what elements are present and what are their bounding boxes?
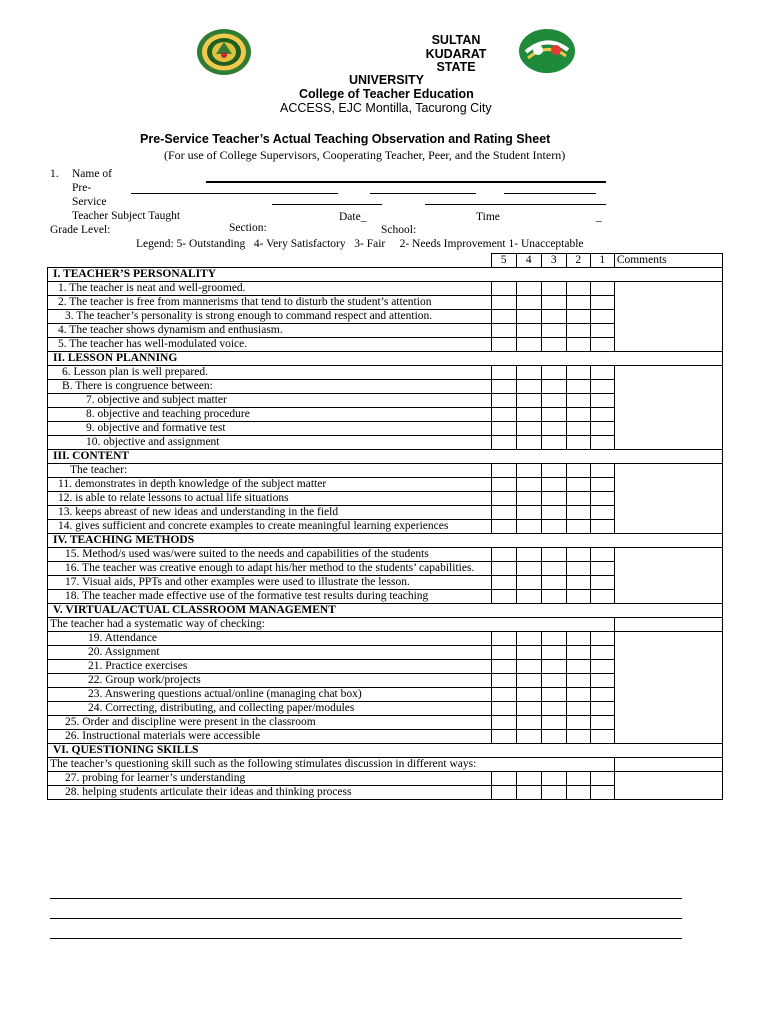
comment-cell[interactable] [614,688,722,702]
name-field-line[interactable] [206,181,606,183]
rating-box-1[interactable] [590,422,614,436]
comment-cell[interactable] [614,632,722,646]
ssku-seal-logo [196,28,252,76]
criteria-text: 13. keeps abreast of new ideas and understanding in the field [48,506,492,520]
rating-box-5[interactable] [491,492,516,506]
criteria-row [48,730,723,744]
criteria-text: 3. The teacher’s personality is strong enough to command respect and attention. [48,310,492,324]
rating-box-5[interactable] [491,366,516,380]
criteria-text: 11. demonstrates in depth knowledge of the subject matter [48,478,492,492]
rating-box-5[interactable] [491,786,516,800]
time-label: Time [476,211,500,223]
rating-box-2[interactable] [566,506,590,520]
rating-box-4[interactable] [516,324,541,338]
criteria-text: 19. Attendance [48,632,492,646]
rating-table [47,253,723,800]
criteria-text: 2. The teacher is free from mannerisms that tend to disturb the student’s attention [48,296,492,310]
comment-cell[interactable] [614,646,722,660]
rating-box-4[interactable] [516,576,541,590]
criteria-row [48,688,723,702]
rating-box-4[interactable] [516,646,541,660]
criteria-row [48,674,723,688]
section-title: I. TEACHER’S PERSONALITY [48,268,723,282]
rating-box-4[interactable] [516,338,541,352]
scale-header-4: 4 [516,254,541,268]
university-name-line1: SULTAN [431,33,481,47]
rating-box-5[interactable] [491,730,516,744]
rating-box-3[interactable] [541,646,566,660]
college-address: ACCESS, EJC Montilla, Tacurong City [280,101,492,115]
criteria-text: 27. probing for learner’s understanding [48,772,492,786]
comment-cell[interactable] [614,618,722,632]
rating-box-2[interactable] [566,520,590,534]
criteria-text: 5. The teacher has well-modulated voice. [48,338,492,352]
rating-box-2[interactable] [566,478,590,492]
section-row [48,268,723,282]
criteria-text: 26. Instructional materials were accessible [48,730,492,744]
rating-box-2[interactable] [566,436,590,450]
rating-box-1[interactable] [590,366,614,380]
rating-box-1[interactable] [590,478,614,492]
rating-box-3[interactable] [541,548,566,562]
rating-box-4[interactable] [516,478,541,492]
rating-box-4[interactable] [516,730,541,744]
rating-legend: Legend: 5- Outstanding 4- Very Satisfactory 3- Fair 2- Needs Improvement 1- Unacceptable [136,238,584,250]
rating-box-4[interactable] [516,688,541,702]
section-intro: The teacher’s questioning skill such as the following stimulates discussion in different ways: [48,758,615,772]
rating-box-2[interactable] [566,324,590,338]
rating-box-5[interactable] [491,660,516,674]
rating-box-3[interactable] [541,324,566,338]
university-name-line2: KUDARAT [425,47,487,61]
rating-box-5[interactable] [491,338,516,352]
comment-cell[interactable] [614,702,722,716]
criteria-row [48,282,723,296]
rating-box-2[interactable] [566,674,590,688]
rating-box-4[interactable] [516,548,541,562]
college-emblem-logo [518,28,576,74]
rating-box-5[interactable] [491,408,516,422]
name-field-line-a[interactable] [131,193,338,194]
comment-cell[interactable] [614,730,722,744]
rating-box-5[interactable] [491,772,516,786]
rating-box-3[interactable] [541,282,566,296]
rating-box-2[interactable] [566,422,590,436]
rating-box-1[interactable] [590,590,614,604]
rating-box-5[interactable] [491,296,516,310]
section-intro-row [48,758,723,772]
rating-box-4[interactable] [516,772,541,786]
rating-box-5[interactable] [491,688,516,702]
rating-box-1[interactable] [590,296,614,310]
rating-box-4[interactable] [516,310,541,324]
rating-box-4[interactable] [516,520,541,534]
rating-box-1[interactable] [590,338,614,352]
criteria-text: 9. objective and formative test [48,422,492,436]
rating-box-3[interactable] [541,380,566,394]
rating-box-1[interactable] [590,786,614,800]
rating-box-1[interactable] [590,674,614,688]
criteria-text: 16. The teacher was creative enough to adapt his/her method to the students’ capabilities. [48,562,492,576]
criteria-text: 23. Answering questions actual/online (managing chat box) [48,688,492,702]
rating-box-2[interactable] [566,366,590,380]
rating-box-4[interactable] [516,674,541,688]
criteria-text: 18. The teacher made effective use of the formative test results during teaching [48,590,492,604]
remarks-line-2[interactable] [50,918,682,919]
rating-box-1[interactable] [590,506,614,520]
rating-box-1[interactable] [590,492,614,506]
rating-box-3[interactable] [541,408,566,422]
rating-box-1[interactable] [590,716,614,730]
rating-box-4[interactable] [516,436,541,450]
rating-box-5[interactable] [491,520,516,534]
section-title: IV. TEACHING METHODS [48,534,723,548]
section-row [48,352,723,366]
rating-box-4[interactable] [516,380,541,394]
rating-box-5[interactable] [491,282,516,296]
college-name: College of Teacher Education [299,87,474,101]
rating-box-2[interactable] [566,548,590,562]
rating-box-4[interactable] [516,394,541,408]
university-name-line4: UNIVERSITY [349,73,425,87]
section-row [48,604,723,618]
section-label: Section: [229,222,267,234]
criteria-row [48,366,723,380]
rating-box-5[interactable] [491,478,516,492]
rating-box-2[interactable] [566,646,590,660]
scale-header-1: 1 [590,254,614,268]
rating-box-3[interactable] [541,562,566,576]
rating-box-3[interactable] [541,310,566,324]
rating-box-2[interactable] [566,338,590,352]
section-title: II. LESSON PLANNING [48,352,723,366]
rating-box-2[interactable] [566,310,590,324]
criteria-text: 25. Order and discipline were present in the classroom [48,716,492,730]
rating-box-1[interactable] [590,408,614,422]
rating-box-3[interactable] [541,632,566,646]
rating-box-2[interactable] [566,380,590,394]
rating-box-2[interactable] [566,492,590,506]
rating-box-3[interactable] [541,338,566,352]
rating-box-4[interactable] [516,716,541,730]
rating-box-4[interactable] [516,422,541,436]
criteria-text: 20. Assignment [48,646,492,660]
rating-box-1[interactable] [590,324,614,338]
criteria-row [48,548,723,562]
rating-box-4[interactable] [516,786,541,800]
section-title: III. CONTENT [48,450,723,464]
rating-box-3[interactable] [541,366,566,380]
rating-box-3[interactable] [541,688,566,702]
rating-box-1[interactable] [590,660,614,674]
rating-box-2[interactable] [566,716,590,730]
comment-cell[interactable] [614,786,722,800]
criteria-row [48,772,723,786]
rating-box-2[interactable] [566,562,590,576]
criteria-text: 6. Lesson plan is well prepared. [48,366,492,380]
rating-box-3[interactable] [541,702,566,716]
comment-cell[interactable] [614,758,722,772]
rating-box-1[interactable] [590,520,614,534]
rating-box-2[interactable] [566,688,590,702]
rating-box-3[interactable] [541,786,566,800]
criteria-row [48,632,723,646]
section-row [48,744,723,758]
criteria-text: 28. helping students articulate their ideas and thinking process [48,786,492,800]
scale-header-3: 3 [541,254,566,268]
rating-box-2[interactable] [566,590,590,604]
comment-cell[interactable] [614,716,722,730]
subject-field-line[interactable] [272,204,382,205]
rating-box-1[interactable] [590,632,614,646]
rating-box-2[interactable] [566,394,590,408]
comments-header: Comments [614,254,722,268]
rating-box-1[interactable] [590,380,614,394]
rating-box-3[interactable] [541,576,566,590]
rating-box-2[interactable] [566,632,590,646]
rating-box-3[interactable] [541,506,566,520]
time-trail: _ [596,211,602,223]
rating-box-4[interactable] [516,366,541,380]
rating-box-1[interactable] [590,730,614,744]
rating-box-3[interactable] [541,394,566,408]
rating-box-2[interactable] [566,296,590,310]
university-name-line3: STATE [436,60,476,74]
scale-header-5: 5 [491,254,516,268]
date-time-field-line[interactable] [425,204,606,205]
rating-box-5[interactable] [491,436,516,450]
rating-box-4[interactable] [516,492,541,506]
rating-box-3[interactable] [541,296,566,310]
rating-box-5[interactable] [491,548,516,562]
rating-box-1[interactable] [590,702,614,716]
criteria-text: 21. Practice exercises [48,660,492,674]
rating-box-4[interactable] [516,702,541,716]
name-field-line-c[interactable] [504,193,596,194]
section-row [48,450,723,464]
criteria-text: 22. Group work/projects [48,674,492,688]
rating-box-5[interactable] [491,646,516,660]
section-title: V. VIRTUAL/ACTUAL CLASSROOM MANAGEMENT [48,604,723,618]
school-label: School: [381,224,417,236]
remarks-line-3[interactable] [50,938,682,939]
criteria-text: B. There is congruence between: [48,380,492,394]
document-title: Pre-Service Teacher’s Actual Teaching Observation and Rating Sheet [140,132,551,146]
criteria-row [48,464,723,478]
criteria-text: 14. gives sufficient and concrete examples to create meaningful learning experiences [48,520,492,534]
criteria-row [48,646,723,660]
criteria-row [48,660,723,674]
criteria-text: 12. is able to relate lessons to actual life situations [48,492,492,506]
criteria-row [48,716,723,730]
rating-box-3[interactable] [541,590,566,604]
name-label-line2: Pre- [72,182,92,194]
rating-box-1[interactable] [590,576,614,590]
criteria-header-cell [48,254,492,268]
criteria-row [48,702,723,716]
rating-box-1[interactable] [590,394,614,408]
rating-box-1[interactable] [590,282,614,296]
grade-level-label: Grade Level: [50,224,111,236]
rating-box-3[interactable] [541,422,566,436]
rating-box-3[interactable] [541,772,566,786]
rating-box-2[interactable] [566,408,590,422]
rating-box-5[interactable] [491,590,516,604]
criteria-text: 1. The teacher is neat and well-groomed. [48,282,492,296]
rating-box-5[interactable] [491,310,516,324]
name-label-line3: Service [72,196,107,208]
rating-box-4[interactable] [516,632,541,646]
rating-box-4[interactable] [516,506,541,520]
comment-cell[interactable] [614,660,722,674]
rating-box-1[interactable] [590,464,614,478]
rating-box-4[interactable] [516,296,541,310]
subject-taught-label: Teacher Subject Taught [72,210,181,222]
rating-box-3[interactable] [541,478,566,492]
rating-box-5[interactable] [491,324,516,338]
rating-box-2[interactable] [566,282,590,296]
rating-box-2[interactable] [566,702,590,716]
criteria-text: 15. Method/s used was/were suited to the needs and capabilities of the students [48,548,492,562]
comment-cell[interactable] [614,674,722,688]
rating-box-5[interactable] [491,380,516,394]
rating-box-3[interactable] [541,464,566,478]
comment-cell[interactable] [614,464,722,534]
name-label-line1: Name of [72,168,112,180]
rating-box-5[interactable] [491,422,516,436]
rating-box-1[interactable] [590,772,614,786]
rating-box-4[interactable] [516,408,541,422]
scale-header-row [48,254,723,268]
criteria-row [48,786,723,800]
rating-box-3[interactable] [541,660,566,674]
rating-box-5[interactable] [491,506,516,520]
criteria-text: The teacher: [48,464,492,478]
name-field-line-b[interactable] [370,193,476,194]
rating-box-5[interactable] [491,464,516,478]
remarks-line-1[interactable] [50,898,682,899]
rating-box-1[interactable] [590,688,614,702]
date-label: Date_ [339,211,367,223]
rating-box-3[interactable] [541,492,566,506]
criteria-text: 10. objective and assignment [48,436,492,450]
rating-box-5[interactable] [491,632,516,646]
rating-box-3[interactable] [541,674,566,688]
rating-box-2[interactable] [566,786,590,800]
rating-box-4[interactable] [516,562,541,576]
comment-cell[interactable] [614,772,722,786]
criteria-text: 8. objective and teaching procedure [48,408,492,422]
rating-box-3[interactable] [541,716,566,730]
scale-header-2: 2 [566,254,590,268]
criteria-text: 24. Correcting, distributing, and collecting paper/modules [48,702,492,716]
section-intro-row [48,618,723,632]
rating-box-5[interactable] [491,716,516,730]
criteria-text: 4. The teacher shows dynamism and enthusiasm. [48,324,492,338]
document-subtitle: (For use of College Supervisors, Cooperating Teacher, Peer, and the Student Intern) [164,148,566,162]
rating-box-1[interactable] [590,436,614,450]
comment-cell[interactable] [614,548,722,604]
rating-box-1[interactable] [590,310,614,324]
rating-box-5[interactable] [491,394,516,408]
section-title: VI. QUESTIONING SKILLS [48,744,723,758]
rating-box-2[interactable] [566,772,590,786]
rating-box-3[interactable] [541,436,566,450]
criteria-text: 7. objective and subject matter [48,394,492,408]
rating-box-2[interactable] [566,576,590,590]
comment-cell[interactable] [614,366,722,450]
rating-box-4[interactable] [516,464,541,478]
rating-box-5[interactable] [491,674,516,688]
item-number: 1. [50,168,59,180]
rating-box-4[interactable] [516,590,541,604]
rating-box-2[interactable] [566,464,590,478]
rating-box-5[interactable] [491,702,516,716]
rating-box-1[interactable] [590,548,614,562]
section-row [48,534,723,548]
comment-cell[interactable] [614,282,722,352]
rating-box-5[interactable] [491,576,516,590]
rating-box-4[interactable] [516,660,541,674]
rating-box-3[interactable] [541,520,566,534]
rating-box-5[interactable] [491,562,516,576]
criteria-text: 17. Visual aids, PPTs and other examples were used to illustrate the lesson. [48,576,492,590]
rating-box-4[interactable] [516,282,541,296]
rating-box-2[interactable] [566,660,590,674]
rating-box-1[interactable] [590,562,614,576]
section-intro: The teacher had a systematic way of checking: [48,618,615,632]
rating-box-3[interactable] [541,730,566,744]
rating-box-2[interactable] [566,730,590,744]
rating-box-1[interactable] [590,646,614,660]
